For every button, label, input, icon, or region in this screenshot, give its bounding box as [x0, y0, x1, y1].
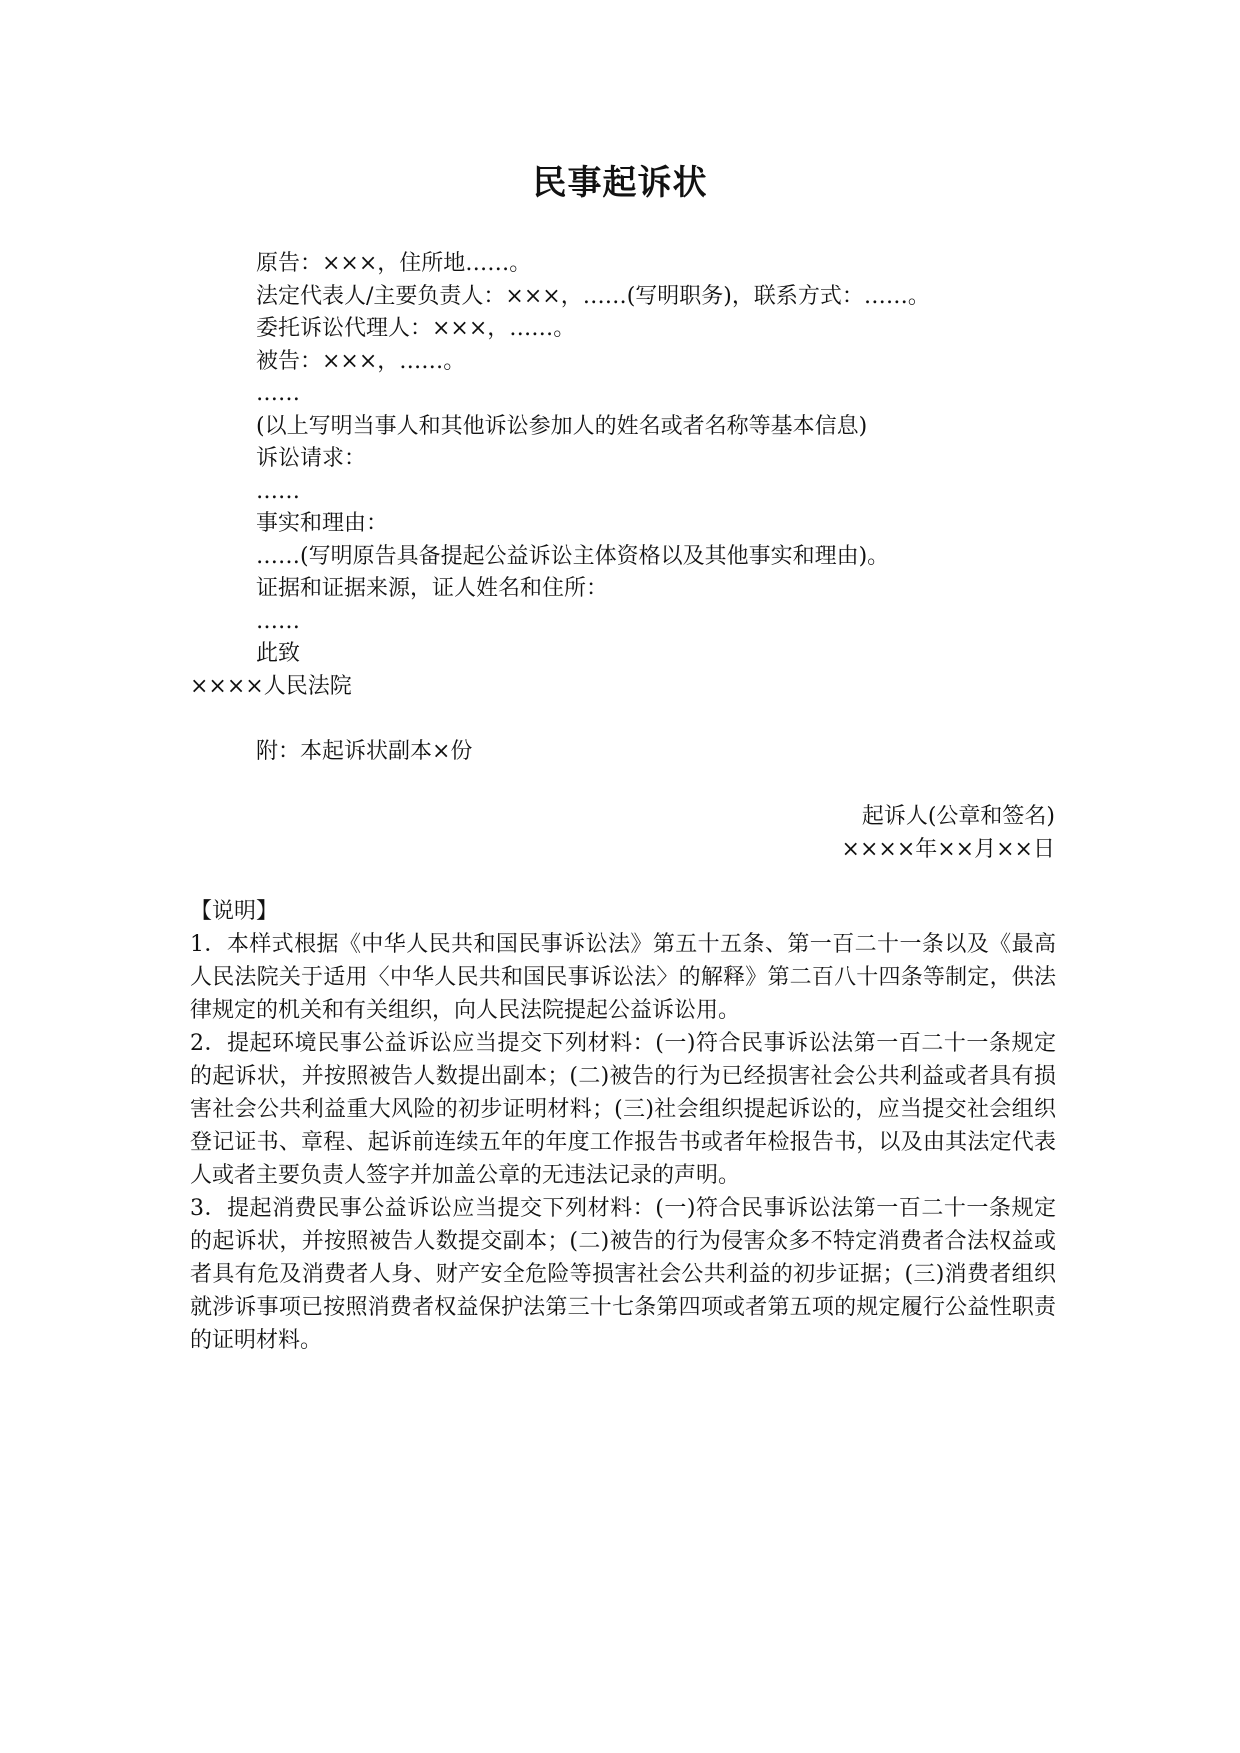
- date-line: ××××年××月××日: [841, 837, 1055, 862]
- claims-content: ……: [256, 479, 300, 504]
- evidence-content: ……: [256, 609, 300, 634]
- claims-label: 诉讼请求：: [256, 446, 367, 471]
- agent-line: 委托诉讼代理人：×××，……。: [256, 316, 576, 341]
- explanation-item: 1．本样式根据《中华人民共和国民事诉讼法》第五十五条、第一百二十一条以及《最高人民法院关于适用〈中华人民共和国民事诉讼法〉的解释》第二百八十四条等制定，供法律规定的机关和有关组织，向人民法院提起公益诉讼用。: [190, 932, 1056, 1023]
- facts-label: 事实和理由：: [256, 511, 389, 536]
- signer-line: 起诉人(公章和签名): [861, 804, 1055, 829]
- legal-rep-line: 法定代表人/主要负责人：×××，……(写明职务)，联系方式：……。: [256, 284, 930, 309]
- plaintiff-line: 原告：×××，住所地……。: [256, 251, 532, 276]
- evidence-label: 证据和证据来源，证人姓名和住所：: [256, 576, 609, 601]
- explanation-heading: 【说明】: [190, 899, 279, 924]
- defendant-line: 被告：×××，……。: [256, 349, 466, 374]
- attachment-line: 附：本起诉状副本×份: [256, 739, 473, 764]
- explanation-item: 3．提起消费民事公益诉讼应当提交下列材料：(一)符合民事诉讼法第一百二十一条规定的起诉状，并按照被告人数提交副本；(二)被告的行为侵害众多不特定消费者合法权益或者具有危及消费者人身、财产安全危险等损害社会公共利益的初步证据；(三)消费者组织就涉诉事项已按照消费者权益保护法第三十七条第四项或者第五项的规定履行公益性职责的证明材料。: [190, 1196, 1056, 1353]
- parties-ellipsis: ……: [256, 381, 300, 406]
- salutation: 此致: [256, 641, 301, 666]
- explanation-item: 2．提起环境民事公益诉讼应当提交下列材料：(一)符合民事诉讼法第一百二十一条规定的起诉状，并按照被告人数提出副本；(二)被告的行为已经损害社会公共利益或者具有损害社会公共利益重大风险的初步证明材料；(三)社会组织提起诉讼的，应当提交社会组织登记证书、章程、起诉前连续五年的年度工作报告书或者年检报告书，以及由其法定代表人或者主要负责人签字并加盖公章的无违法记录的声明。: [190, 1031, 1056, 1188]
- explanation-section: [190, 895, 1056, 1357]
- facts-content: ……(写明原告具备提起公益诉讼主体资格以及其他事实和理由)。: [256, 544, 890, 569]
- document-title: 民事起诉状: [532, 163, 708, 203]
- parties-note: (以上写明当事人和其他诉讼参加人的姓名或者名称等基本信息): [256, 414, 868, 439]
- court-name: ××××人民法院: [190, 674, 352, 699]
